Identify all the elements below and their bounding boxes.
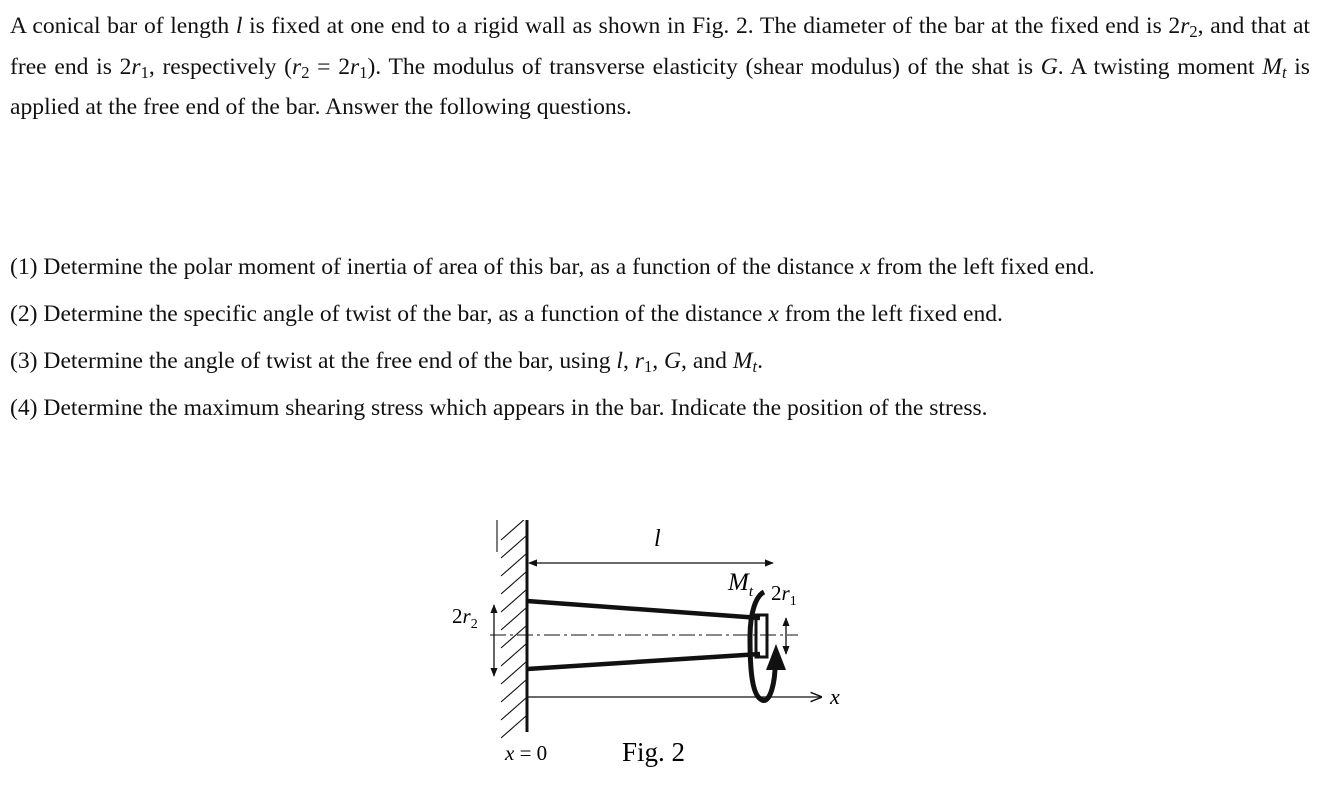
- text: . A twisting moment: [1057, 53, 1263, 80]
- figure-2: [430, 520, 890, 785]
- subscript: t: [752, 357, 758, 377]
- var-l: l: [616, 348, 623, 374]
- question-1: [10, 247, 1310, 287]
- question-list: [10, 247, 1310, 428]
- var-G: G: [1040, 53, 1058, 80]
- label-2r1: $2r_1$: [771, 581, 797, 609]
- bar-top-edge: [527, 601, 760, 618]
- label-2r2: $2r_2$: [452, 604, 478, 632]
- bar-free-end: [756, 615, 767, 657]
- label-l: l: [654, 526, 661, 552]
- subscript: 1: [140, 62, 149, 82]
- text: is applied at the free end of the bar. Answer the following questions.: [10, 53, 1310, 120]
- var-r: r: [634, 348, 644, 374]
- label-Mt: $M_t$: [728, 569, 753, 600]
- subscript: 2: [1189, 22, 1198, 42]
- var-r: r: [131, 53, 141, 80]
- var-x: x: [768, 301, 779, 327]
- conical-bar-diagram: [430, 520, 890, 780]
- var-G: G: [664, 348, 682, 374]
- question-number: (2): [10, 301, 44, 327]
- question-number: (4): [10, 395, 44, 421]
- question-4: [10, 388, 1310, 428]
- text: , respectively (: [148, 53, 293, 80]
- question-3: [10, 341, 1310, 381]
- wall-hatch-lines: [501, 520, 526, 738]
- figure-caption: Fig. 2: [622, 737, 686, 767]
- question-number: (3): [10, 348, 44, 374]
- var-M: M: [1262, 53, 1282, 80]
- text: Determine the specific angle of twist of the bar, as a function of the distance: [43, 301, 769, 327]
- label-x-axis: x: [830, 684, 840, 709]
- label-x0: x = 0: [505, 741, 548, 765]
- bar-bottom-edge: [527, 654, 760, 669]
- text: ). The modulus of transverse elasticity (shear modulus) of the shat is: [367, 53, 1041, 80]
- text: , and that at free end is 2: [10, 13, 1310, 80]
- text: Determine the angle of twist at the free end of the bar, using: [43, 348, 617, 374]
- subscript: 2: [301, 62, 310, 82]
- var-M: M: [732, 348, 753, 374]
- var-r: r: [350, 53, 360, 80]
- moment-arrowhead: [766, 644, 786, 670]
- var-r: r: [1180, 13, 1190, 39]
- text: .: [757, 348, 763, 374]
- text: ,: [622, 348, 635, 374]
- text: from the left fixed end.: [870, 254, 1095, 280]
- question-2: [10, 294, 1310, 334]
- subscript: t: [1281, 62, 1287, 82]
- problem-statement: [10, 6, 1310, 128]
- subscript: 1: [359, 62, 368, 82]
- twisting-moment-loop: [750, 592, 775, 700]
- subscript: 1: [643, 357, 653, 377]
- question-number: (1): [10, 254, 44, 280]
- var-l: l: [235, 13, 243, 39]
- text: = 2: [309, 53, 350, 80]
- text: ,: [652, 348, 664, 374]
- text: from the left fixed end.: [778, 301, 1003, 327]
- text: Determine the polar moment of inertia of area of this bar, as a function of the distance: [43, 254, 861, 280]
- text: A conical bar of length: [10, 13, 236, 39]
- text: , and: [681, 348, 733, 374]
- text: is fixed at one end to a rigid wall as shown in Fig. 2. The diameter of the bar at the fixed end is 2: [242, 13, 1181, 39]
- text: Determine the maximum shearing stress which appears in the bar. Indicate the position of the stress.: [43, 395, 988, 421]
- var-x: x: [860, 254, 871, 280]
- var-r: r: [292, 53, 302, 80]
